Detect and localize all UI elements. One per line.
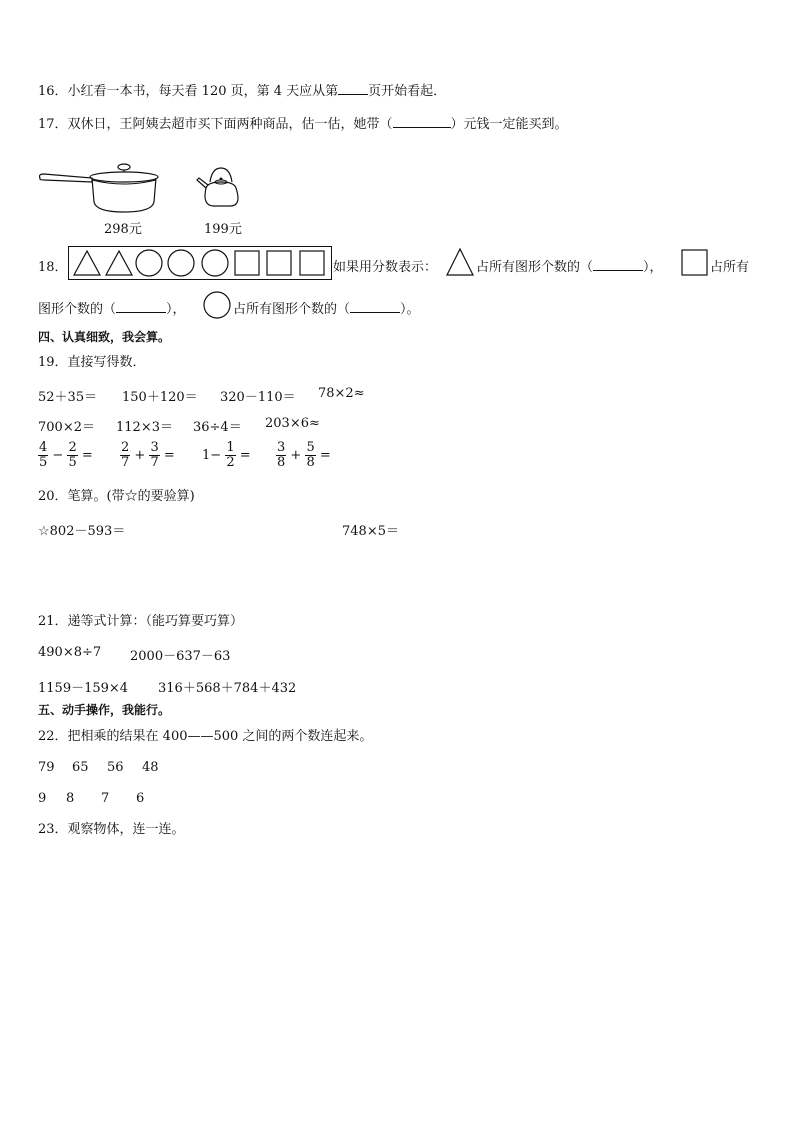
question-16 bbox=[38, 84, 446, 100]
fraction-expr-2: $\frac{2}{7}$ + $\frac{3}{7}$ = bbox=[121, 440, 175, 470]
q22-bottom-3[interactable]: 7 bbox=[101, 791, 110, 806]
q19-r2-c2: 112×3＝ bbox=[116, 420, 173, 435]
q20-expr-b: 748×5＝ bbox=[342, 524, 399, 539]
q16-blank[interactable] bbox=[338, 94, 368, 95]
square-shape-2 bbox=[266, 250, 292, 276]
q19-r1-c4: 78×2≈ bbox=[318, 386, 365, 401]
q19-r1-c3: 320－110＝ bbox=[220, 390, 296, 405]
circle-shape-1 bbox=[135, 249, 163, 277]
q22-top-4[interactable]: 48 bbox=[142, 760, 159, 775]
kettle-icon bbox=[194, 162, 246, 212]
q20-title: 20．笔算。(带☆的要验算) bbox=[38, 489, 195, 504]
q17-prefix: 17．双休日，王阿姨去超市买下面两种商品，估一估，她带（ bbox=[38, 117, 393, 132]
q18-circle-blank[interactable] bbox=[350, 312, 400, 313]
kettle-price: 199元 bbox=[204, 222, 242, 237]
fraction-expr-1: $\frac{4}{5}$ − $\frac{2}{5}$ = bbox=[39, 440, 93, 470]
shapes-box bbox=[68, 246, 332, 280]
q22-title: 22．把相乘的结果在 400——500 之间的两个数连起来。 bbox=[38, 729, 373, 744]
q22-top-3[interactable]: 56 bbox=[107, 760, 124, 775]
triangle-shape-1 bbox=[73, 250, 101, 276]
saucepan-icon bbox=[36, 160, 160, 216]
q22-top-2[interactable]: 65 bbox=[72, 760, 89, 775]
q19-r1-c1: 52＋35＝ bbox=[38, 390, 98, 405]
circle-shape-3 bbox=[201, 249, 229, 277]
section-4-heading: 四、认真细致，我会算。 bbox=[38, 330, 171, 344]
fraction-expr-3: 1− $\frac{1}{2}$ = bbox=[202, 440, 251, 470]
pot-price: 298元 bbox=[104, 222, 142, 237]
q19-r2-c3: 36÷4＝ bbox=[193, 420, 242, 435]
q18-number: 18． bbox=[38, 260, 68, 275]
q22-bottom-4[interactable]: 6 bbox=[136, 791, 145, 806]
triangle-icon bbox=[445, 247, 475, 277]
q18-square-blank[interactable] bbox=[116, 312, 166, 313]
q19-r2-c4: 203×6≈ bbox=[265, 416, 320, 431]
q23-title: 23．观察物体，连一连。 bbox=[38, 822, 185, 837]
q21-title: 21．递等式计算：（能巧算要巧算） bbox=[38, 614, 244, 629]
q16-prefix: 16．小红看一本书，每天看 120 页，第 4 天应从第 bbox=[38, 84, 339, 99]
section-5-heading: 五、动手操作，我能行。 bbox=[38, 703, 171, 717]
q18-circle-fraction: 占所有图形个数的（ ）。 bbox=[233, 302, 420, 317]
question-17 bbox=[38, 117, 568, 133]
q18-triangle-fraction: 占所有图形个数的（ ）， bbox=[476, 260, 663, 275]
circle-icon bbox=[202, 290, 232, 320]
q18-square-text: 占所有 bbox=[710, 260, 750, 275]
q22-bottom-2[interactable]: 8 bbox=[66, 791, 75, 806]
circle-shape-2 bbox=[167, 249, 195, 277]
q21-r2-c2: 316＋568＋784＋432 bbox=[158, 681, 297, 696]
q22-bottom-1[interactable]: 9 bbox=[38, 791, 47, 806]
q19-r1-c2: 150＋120＝ bbox=[122, 390, 198, 405]
q21-r1-c2: 2000－637－63 bbox=[130, 649, 231, 664]
q16-suffix: 页开始看起． bbox=[368, 84, 447, 99]
square-icon bbox=[681, 249, 709, 277]
square-shape-1 bbox=[234, 250, 260, 276]
triangle-shape-2 bbox=[105, 250, 133, 276]
q21-r1-c1: 490×8÷7 bbox=[38, 645, 102, 660]
q18-line2: 图形个数的（ ）， bbox=[38, 302, 186, 317]
q19-r2-c1: 700×2＝ bbox=[38, 420, 95, 435]
q19-title: 19．直接写得数． bbox=[38, 355, 146, 370]
q17-suffix: ）元钱一定能买到。 bbox=[450, 117, 568, 132]
q17-blank[interactable] bbox=[393, 127, 451, 128]
fraction-expr-4: $\frac{3}{8}$ + $\frac{5}{8}$ = bbox=[277, 440, 331, 470]
q20-expr-a: ☆802－593＝ bbox=[38, 524, 126, 539]
q21-r2-c1: 1159－159×4 bbox=[38, 681, 129, 696]
q18-triangle-blank[interactable] bbox=[593, 270, 643, 271]
square-shape-3 bbox=[299, 250, 325, 276]
q18-after-box: 如果用分数表示： bbox=[333, 260, 438, 275]
q22-top-1[interactable]: 79 bbox=[38, 760, 55, 775]
